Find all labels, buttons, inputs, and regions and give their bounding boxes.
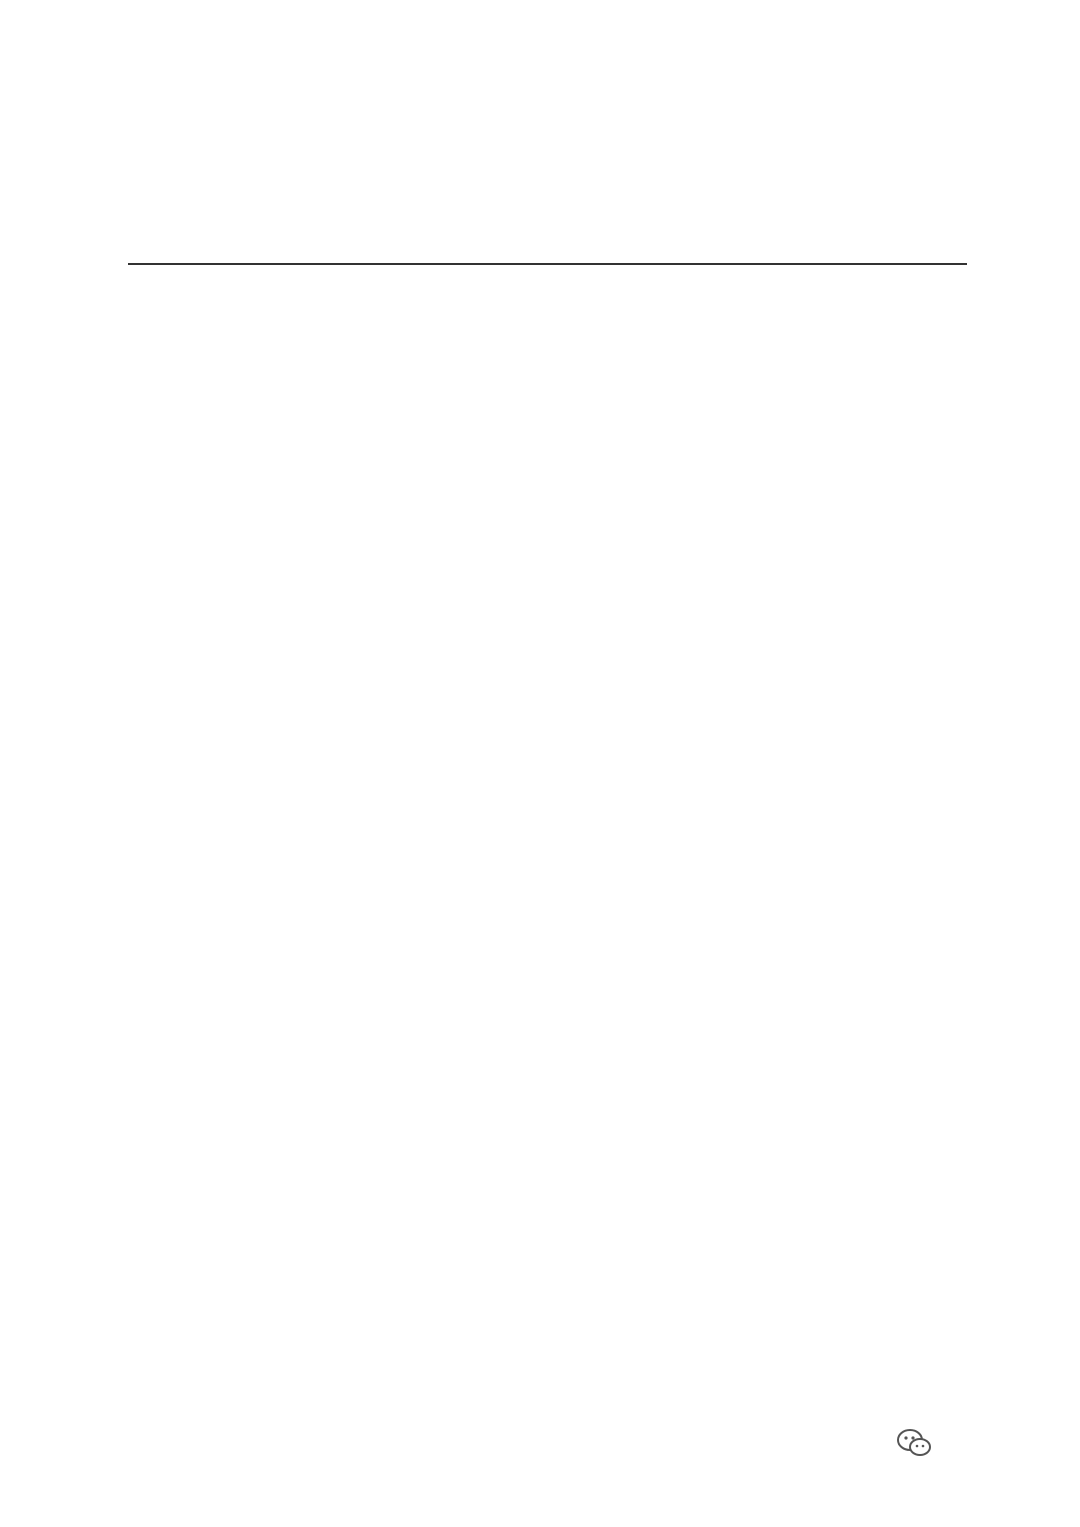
field-work-unit[interactable] — [698, 264, 795, 265]
label-apply-time — [795, 264, 896, 265]
label-apply-unit — [129, 264, 292, 265]
field-apply-unit[interactable] — [292, 264, 554, 265]
lifting-permit-table — [128, 263, 967, 265]
label-work-unit — [554, 264, 698, 265]
watermark — [896, 1428, 938, 1458]
field-apply-time[interactable] — [896, 264, 967, 265]
wechat-icon — [896, 1428, 932, 1458]
